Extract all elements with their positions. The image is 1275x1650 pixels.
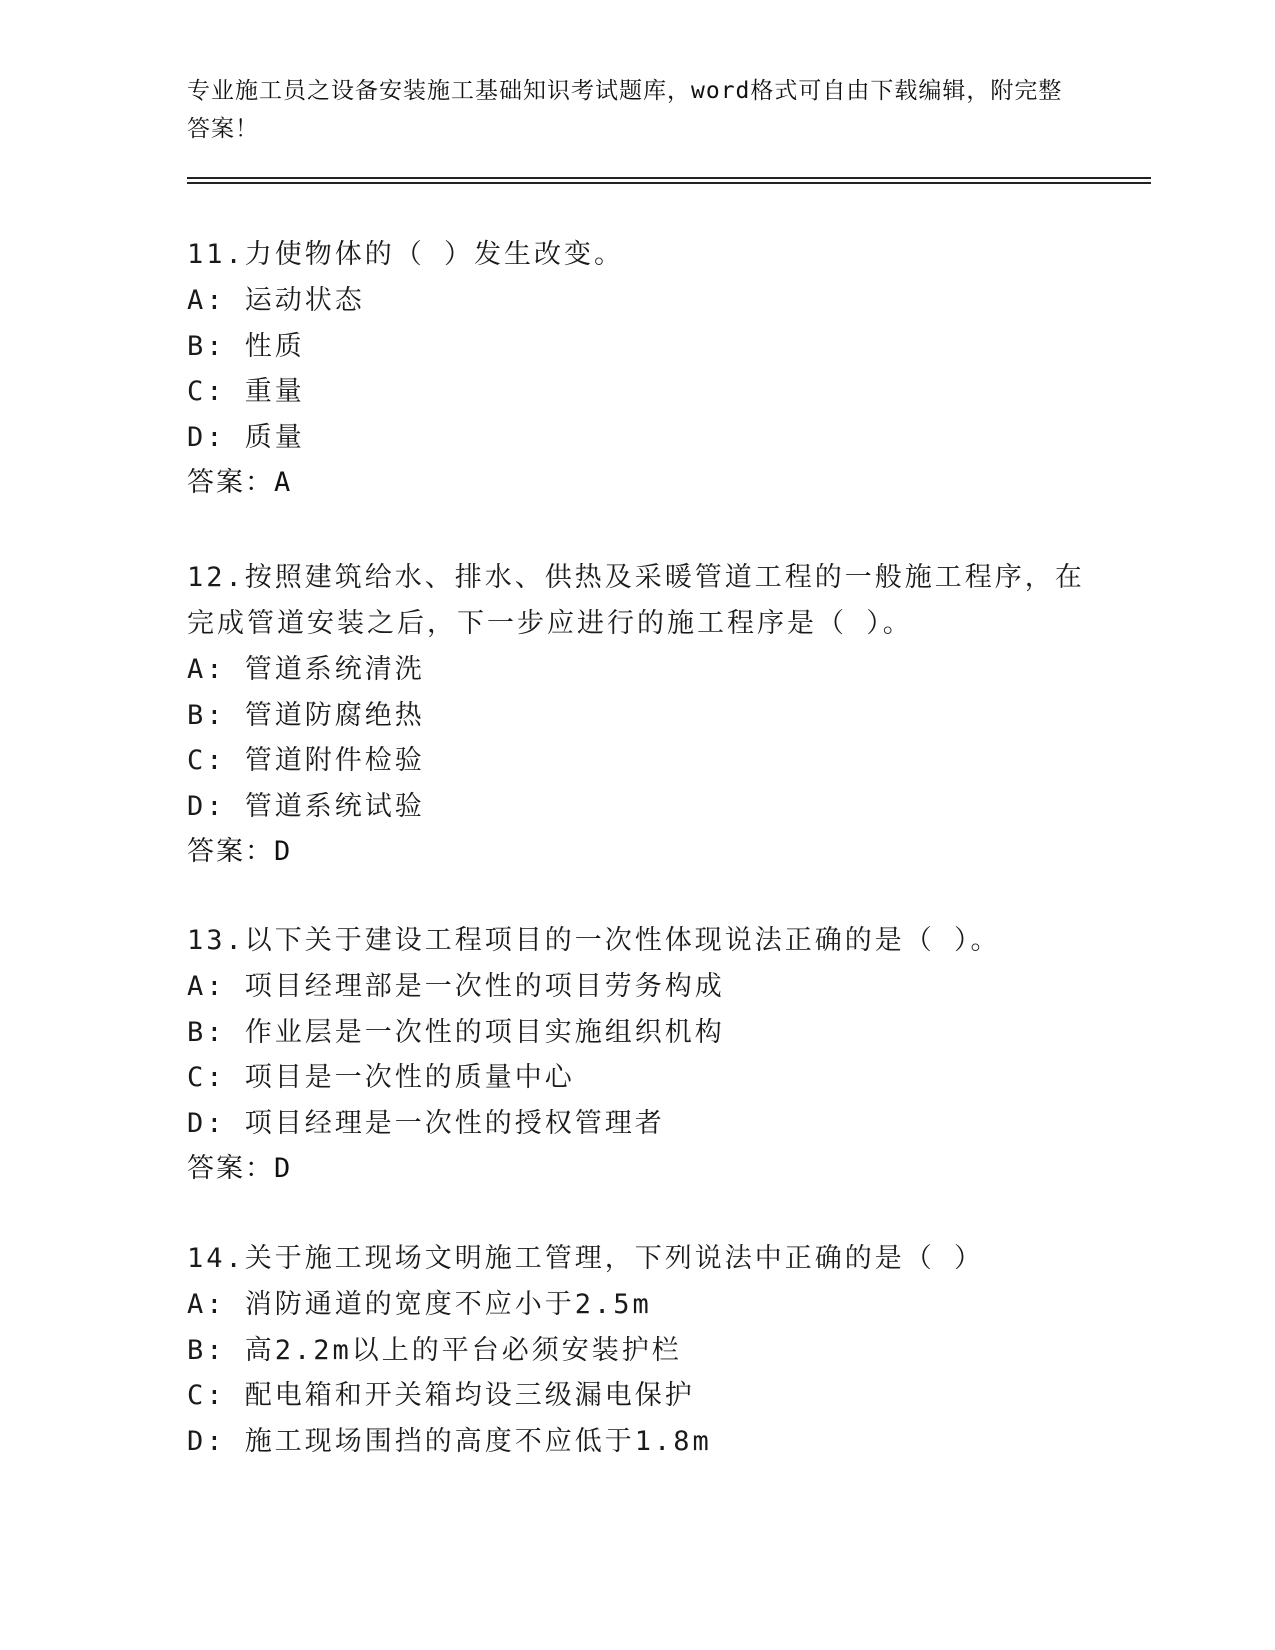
option-text: 管道系统试验	[244, 790, 425, 822]
answer-value: D	[274, 836, 293, 867]
option-b	[187, 1328, 1087, 1374]
question-12	[187, 555, 1087, 875]
question-11	[187, 232, 1087, 506]
option-b	[187, 1010, 1087, 1056]
option-text: 管道附件检验	[244, 745, 425, 776]
option-letter: C:	[187, 745, 226, 776]
option-letter: B:	[187, 330, 226, 362]
option-a	[187, 964, 1087, 1010]
option-d	[187, 415, 1087, 461]
question-14	[187, 1236, 1087, 1464]
option-b	[187, 693, 1087, 739]
option-letter: A:	[187, 1289, 226, 1320]
option-text: 管道系统清洗	[244, 654, 425, 685]
option-letter: C:	[187, 1380, 226, 1411]
option-letter: A:	[187, 654, 226, 685]
document-header: 专业施工员之设备安装施工基础知识考试题库，word格式可自由下载编辑，附完整答案！	[187, 78, 1063, 142]
answer-label: 答案：	[187, 1153, 274, 1184]
question-13	[187, 918, 1087, 1192]
option-text: 管道防腐绝热	[244, 699, 425, 731]
question-stem: 14.关于施工现场文明施工管理，下列说法中正确的是（ ）	[187, 1243, 985, 1274]
option-text: 消防通道的宽度不应小于2.5m	[244, 1289, 652, 1320]
option-letter: A:	[187, 971, 226, 1002]
option-c	[187, 1373, 1087, 1419]
option-letter: A:	[187, 285, 226, 316]
option-d	[187, 784, 1087, 830]
option-text: 运动状态	[244, 285, 365, 316]
header-divider-top	[187, 177, 1151, 179]
option-letter: C:	[187, 1062, 226, 1093]
option-letter: B:	[187, 1016, 226, 1048]
option-letter: B:	[187, 1334, 226, 1366]
option-text: 项目经理是一次性的授权管理者	[244, 1107, 665, 1139]
option-c	[187, 369, 1087, 415]
option-d	[187, 1101, 1087, 1147]
option-letter: B:	[187, 699, 226, 731]
option-letter: D:	[187, 1107, 226, 1139]
question-stem: 12.按照建筑给水、排水、供热及采暖管道工程的一般施工程序，在完成管道安装之后，下一步应进行的施工程序是（ ）。	[187, 562, 1085, 639]
option-text: 质量	[244, 421, 305, 453]
option-letter: D:	[187, 790, 226, 822]
option-b	[187, 324, 1087, 370]
option-d	[187, 1419, 1087, 1465]
answer-value: D	[274, 1153, 293, 1184]
option-text: 重量	[244, 376, 305, 407]
option-c	[187, 738, 1087, 784]
option-text: 配电箱和开关箱均设三级漏电保护	[244, 1380, 695, 1411]
option-letter: D:	[187, 421, 226, 453]
option-text: 高2.2m以上的平台必须安装护栏	[244, 1334, 682, 1366]
option-text: 性质	[244, 330, 305, 362]
option-c	[187, 1055, 1087, 1101]
header-divider-bottom	[187, 182, 1151, 184]
option-text: 作业层是一次性的项目实施组织机构	[244, 1016, 725, 1048]
option-letter: D:	[187, 1425, 226, 1457]
option-a	[187, 647, 1087, 693]
option-text: 项目经理部是一次性的项目劳务构成	[244, 971, 725, 1002]
option-a	[187, 278, 1087, 324]
question-stem: 13.以下关于建设工程项目的一次性体现说法正确的是（ ）。	[187, 925, 1001, 956]
question-stem: 11.力使物体的（ ）发生改变。	[187, 239, 625, 270]
answer-value: A	[274, 467, 293, 498]
answer-label: 答案：	[187, 467, 274, 498]
option-letter: C:	[187, 376, 226, 407]
option-text: 项目是一次性的质量中心	[244, 1062, 575, 1093]
answer-line	[187, 829, 1087, 875]
answer-line	[187, 1146, 1087, 1192]
answer-line	[187, 460, 1087, 506]
answer-label: 答案：	[187, 836, 274, 867]
option-text: 施工现场围挡的高度不应低于1.8m	[244, 1425, 712, 1457]
option-a	[187, 1282, 1087, 1328]
